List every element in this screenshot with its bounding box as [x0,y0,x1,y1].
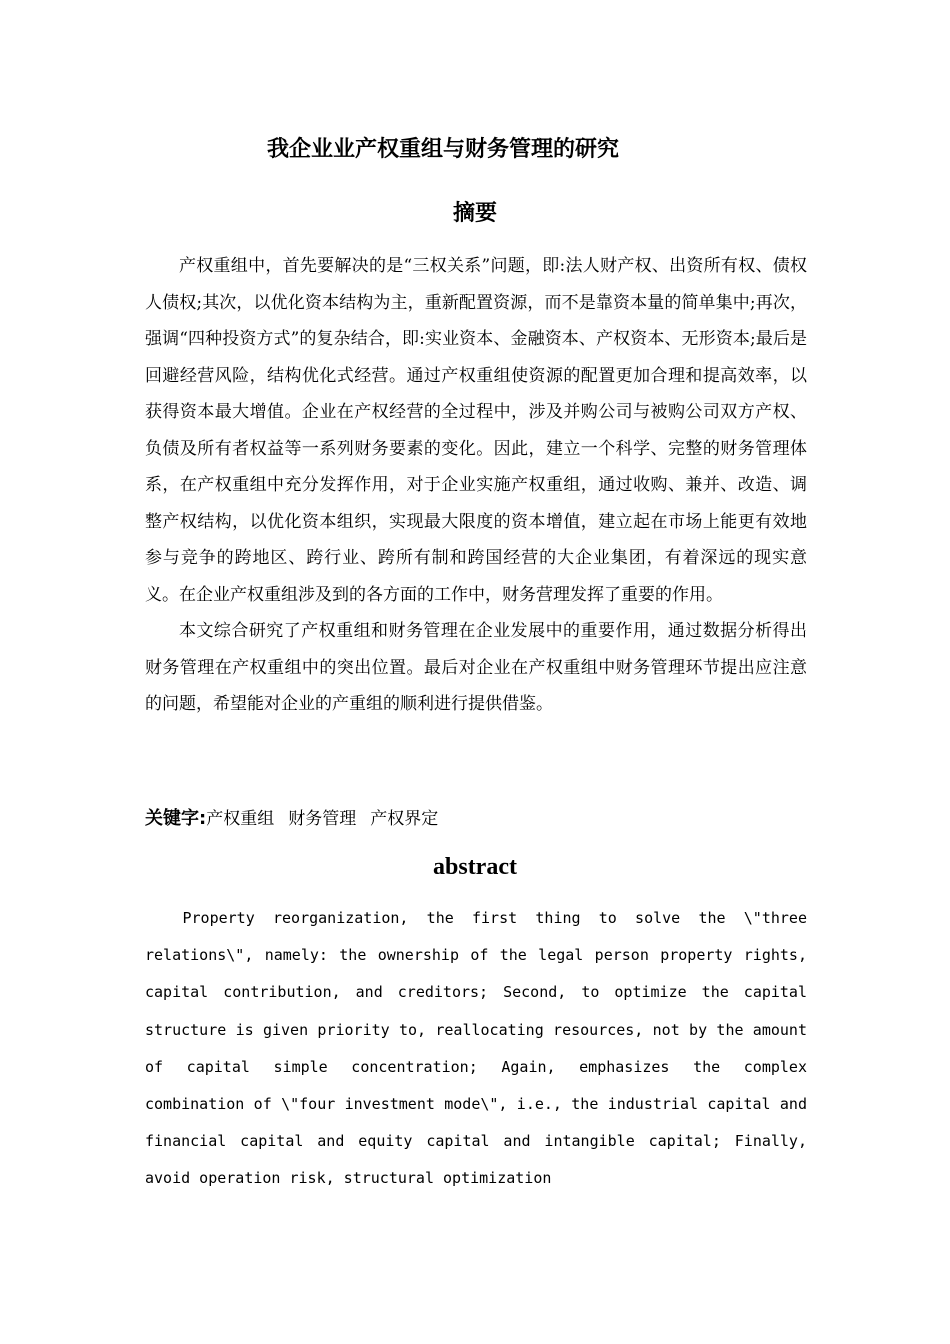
keyword-1: 产权重组 [206,809,275,829]
keyword-2: 财务管理 [288,809,357,829]
keyword-3: 产权界定 [370,809,439,829]
keywords-line [145,802,807,836]
abstract-paragraph-2: 本文综合研究了产权重组和财务管理在企业发展中的重要作用，通过数据分析得出财务管理在产权重组中的突出位置。最后对企业在产权重组中财务管理环节提出应注意的问题，希望能对企业的产重组的顺利进行提供借鉴。 [145,621,807,714]
abstract-heading: 摘要 [452,200,497,226]
keywords-label: 关键字: [145,808,207,829]
abstract-paragraph-1: 产权重组中，首先要解决的是“三权关系”问题，即:法人财产权、出资所有权、债权人债权;其次，以优化资本结构为主，重新配置资源，而不是靠资本量的简单集中;再次，强调“四种投资方式”的复杂结合，即:实业资本、金融资本、产权资本、无形资本;最后是回避经营风险，结构优化式经营。通过产权重组使资源的配置更加合理和提高效率，以获得资本最大增值。企业在产权经营的全过程中，涉及并购公司与被购公司双方产权、负债及所有者权益等一系列财务要素的变化。因此，建立一个科学、完整的财务管理体系，在产权重组中充分发挥作用，对于企业实施产权重组，通过收购、兼并、改造、调整产权结构，以优化资本组织，实现最大限度的资本增值，建立起在市场上能更有效地参与竞争的跨地区、跨行业、跨所有制和跨国经营的大企业集团，有着深远的现实意义。在企业产权重组涉及到的各方面的工作中，财务营理发挥了重要的作用。 [145,256,807,605]
document-title: 我企业业产权重组与财务管理的研究 [266,136,619,162]
chinese-abstract [145,248,807,723]
english-abstract-heading: abstract [433,854,517,880]
english-abstract-text: Property reorganization, the first thing to solve the \"three relations\", namely: the ownership of the legal person property rights, capital contribution, and creditors; Second, to optimize the capital structure is given priority to, reallocating resources, not by the amount of capital simple concentration; Again, emphasizes the complex combination of \"four investment mode\", i.e., the industrial capital and financial capital and equity capital and intangible capital; Finally, avoid operation risk, structural optimization [145,909,807,1188]
